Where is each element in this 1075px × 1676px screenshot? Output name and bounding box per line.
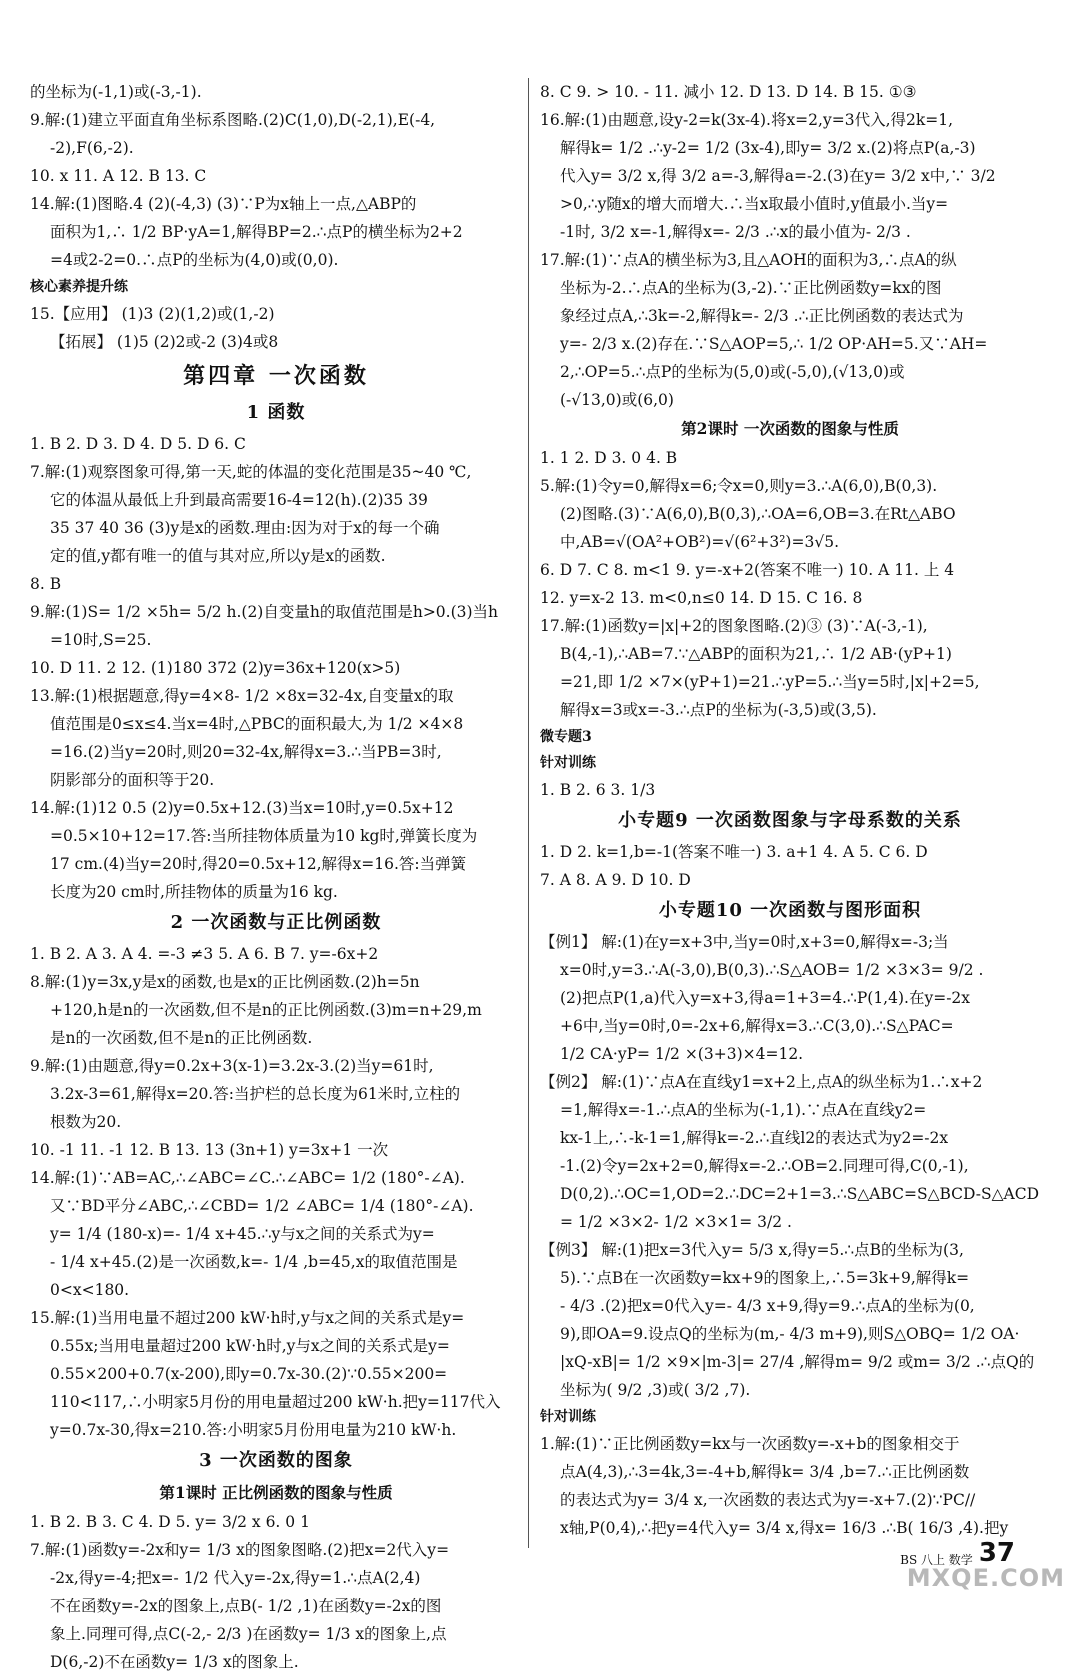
answer-line: (2)图略.(3)∵A(6,0),B(0,3),∴OA=6,OB=3.在Rt△ABO <box>560 505 956 523</box>
answer-line: 不在函数y=-2x的图象上,点B(- 1/2 ,1)在函数y=-2x的图 <box>50 1597 442 1615</box>
answer-line: 象经过点A,∴3k=-2,解得k=- 2/3 .∴正比例函数的表达式为 <box>560 307 964 325</box>
answer-line: 9.解:(1)S= 1/2 ×5h= 5/2 h.(2)自变量h的取值范围是h>0.(3)当h <box>30 603 499 621</box>
left-column <box>30 78 522 1676</box>
answer-line: 1/2 CA·yP= 1/2 ×(3+3)×4=12. <box>560 1045 804 1063</box>
answer-line: kx-1上,∴-k-1=1,解得k=-2.∴直线l2的表达式为y2=-2x <box>560 1129 949 1147</box>
answer-line: 5.解:(1)令y=0,解得x=6;令x=0,则y=3.∴A(6,0),B(0,3). <box>540 477 938 495</box>
answer-line: -1时, 3/2 x=-1,解得x=- 2/3 .∴x的最小值为- 2/3 . <box>560 223 911 241</box>
answer-line: 14.解:(1)∵AB=AC,∴∠ABC=∠C.∴∠ABC= 1/2 (180°-∠A). <box>30 1169 465 1187</box>
answer-line: 1. D 2. k=1,b=-1(答案不唯一) 3. a+1 4. A 5. C 6. D <box>540 843 928 861</box>
answer-line: 0.55×200+0.7(x-200),即y=0.7x-30.(2)∵0.55×200= <box>50 1365 448 1383</box>
answer-line: 3.2x-3=61,解得x=20.答:当护栏的总长度为61米时,立柱的 <box>50 1085 461 1103</box>
answer-line: |xQ-xB|= 1/2 ×9×|m-3|= 27/4 ,解得m= 9/2 或m= 3/2 .∴点Q的 <box>560 1353 1035 1371</box>
answer-line: 它的体温从最低上升到最高需要16-4=12(h).(2)35 39 <box>50 491 428 509</box>
answer-line: 解得x=3或x=-3.∴点P的坐标为(-3,5)或(3,5). <box>560 701 877 719</box>
answer-line: =0.5×10+12=17.答:当所挂物体质量为10 kg时,弹簧长度为 <box>50 827 478 845</box>
answer-line: 0.55x;当用电量超过200 kW·h时,y与x之间的关系式是y= <box>50 1337 450 1355</box>
answer-line: 点A(4,3),∴3=4k,3=-4+b,解得k= 3/4 ,b=7.∴正比例函数 <box>560 1463 970 1481</box>
answer-line: -1.(2)令y=2x+2=0,解得x=-2.∴OB=2.同理可得,C(0,-1), <box>560 1157 969 1175</box>
answer-line: +120,h是n的一次函数,但不是n的正比例函数.(3)m=n+29,m <box>50 1001 482 1019</box>
answer-line: 坐标为-2.∴点A的坐标为(3,-2).∵正比例函数y=kx的图 <box>560 279 942 297</box>
answer-line: x=0时,y=3.∴A(-3,0),B(0,3).∴S△AOB= 1/2 ×3×3= 9/2 . <box>560 961 984 979</box>
answer-line: 值范围是0≤x≤4.当x=4时,△PBC的面积最大,为 1/2 ×4×8 <box>50 715 464 733</box>
section-heading: 第四章 一次函数 <box>183 363 369 389</box>
section-heading: 针对训练 <box>540 1409 596 1425</box>
answer-line: 的坐标为(-1,1)或(-3,-1). <box>30 83 202 101</box>
answer-line: 35 37 40 36 (3)y是x的函数.理由:因为对于x的每一个确 <box>50 519 440 537</box>
answer-line: 13.解:(1)根据题意,得y=4×8- 1/2 ×8x=32-4x,自变量x的取 <box>30 687 454 705</box>
answer-line: 5).∵点B在一次函数y=kx+9的图象上,∴5=3k+9,解得k= <box>560 1269 970 1287</box>
answer-line: 【例2】 解:(1)∵点A在直线y1=x+2上,点A的纵坐标为1.∴x+2 <box>540 1073 983 1091</box>
answer-line: 8. B <box>30 575 62 593</box>
answer-line: 6. D 7. C 8. m<1 9. y=-x+2(答案不唯一) 10. A 11. 上 4 <box>540 561 955 579</box>
answer-line: 1. B 2. D 3. D 4. D 5. D 6. C <box>30 435 246 453</box>
answer-line: 8. C 9. > 10. - 11. 减小 12. D 13. D 14. B 15. ①③ <box>540 83 917 101</box>
answer-line: 面积为1,∴ 1/2 BP·yA=1,解得BP=2.∴点P的横坐标为2+2 <box>50 223 463 241</box>
answer-line: y=- 2/3 x.(2)存在.∵S△AOP=5,∴ 1/2 OP·AH=5.又∵AH= <box>560 335 988 353</box>
answer-line: 长度为20 cm时,所挂物体的质量为16 kg. <box>50 883 338 901</box>
answer-line: =10时,S=25. <box>50 631 152 649</box>
answer-line: 【例3】 解:(1)把x=3代入y= 5/3 x,得y=5.∴点B的坐标为(3, <box>540 1241 964 1259</box>
answer-line: 1. 1 2. D 3. 0 4. B <box>540 449 678 467</box>
answer-line: 中,AB=√(OA²+OB²)=√(6²+3²)=3√5. <box>560 533 839 551</box>
section-heading: 小专题10 一次函数与图形面积 <box>658 900 922 921</box>
section-heading: 2 一次函数与正比例函数 <box>170 912 382 933</box>
answer-line: =16.(2)当y=20时,则20=32-4x,解得x=3.∴当PB=3时, <box>50 743 442 761</box>
column-divider <box>528 78 529 1548</box>
section-heading: 第2课时 一次函数的图象与性质 <box>681 419 899 438</box>
section-heading: 3 一次函数的图象 <box>199 1450 353 1471</box>
answer-line: 0<x<180. <box>50 1281 130 1299</box>
section-heading: 核心素养提升练 <box>30 279 128 295</box>
answer-line: 1. B 2. A 3. A 4. =-3 ≠3 5. A 6. B 7. y=-6x+2 <box>30 945 379 963</box>
answer-line: x轴,P(0,4),∴把y=4代入y= 3/4 x,得x= 16/3 .∴B( 16/3 ,4).把y <box>560 1519 1009 1537</box>
answer-line: 根数为20. <box>50 1113 122 1131</box>
section-heading: 小专题9 一次函数图象与字母系数的关系 <box>618 810 962 831</box>
answer-line: 14.解:(1)12 0.5 (2)y=0.5x+12.(3)当x=10时,y=0.5x+12 <box>30 799 454 817</box>
answer-line: = 1/2 ×3×2- 1/2 ×3×1= 3/2 . <box>560 1213 792 1231</box>
answer-line: D(0,2).∴OC=1,OD=2.∴DC=2+1=3.∴S△ABC=S△BCD-S△ACD <box>560 1185 1040 1203</box>
answer-line: 又∵BD平分∠ABC,∴∠CBD= 1/2 ∠ABC= 1/4 (180°-∠A). <box>50 1197 474 1215</box>
section-heading: 1 函数 <box>246 402 306 423</box>
right-column <box>540 78 1040 1542</box>
answer-line: 17 cm.(4)当y=20时,得20=0.5x+12,解得x=16.答:当弹簧 <box>50 855 467 873</box>
section-heading: 微专题3 <box>540 729 592 745</box>
answer-line: 9.解:(1)由题意,得y=0.2x+3(x-1)=3.2x-3.(2)当y=61时, <box>30 1057 434 1075</box>
answer-line: 110<117,∴小明家5月份的用电量超过200 kW·h.把y=117代入 <box>50 1393 501 1411</box>
answer-line: 14.解:(1)图略.4 (2)(-4,3) (3)∵P为x轴上一点,△ABP的 <box>30 195 417 213</box>
answer-line: 12. y=x-2 13. m<0,n≤0 14. D 15. C 16. 8 <box>540 589 863 607</box>
page-number: 37 <box>978 1538 1015 1568</box>
answer-line: - 4/3 .(2)把x=0代入y=- 4/3 x+9,得y=9.∴点A的坐标为(0, <box>560 1297 975 1315</box>
answer-line: =4或2-2=0.∴点P的坐标为(4,0)或(0,0). <box>50 251 339 269</box>
answer-line: =1,解得x=-1.∴点A的坐标为(-1,1).∵点A在直线y2= <box>560 1101 927 1119</box>
answer-line: 象上.同理可得,点C(-2,- 2/3 )在函数y= 1/3 x的图象上,点 <box>50 1625 447 1643</box>
answer-line: 10. D 11. 2 12. (1)180 372 (2)y=36x+120(x>5) <box>30 659 401 677</box>
watermark: MXQE.COM <box>906 1564 1065 1592</box>
answer-line: 代入y= 3/2 x,得 3/2 a=-3,解得a=-2.(3)在y= 3/2 x中,∵ 3/2 <box>560 167 996 185</box>
answer-line: -2x,得y=-4;把x=- 1/2 代入y=-2x,得y=1.∴点A(2,4) <box>50 1569 421 1587</box>
answer-line: =21,即 1/2 ×7×(yP+1)=21.∴yP=5.∴当y=5时,|x|+2=5, <box>560 673 980 691</box>
answer-line: 1. B 2. B 3. C 4. D 5. y= 3/2 x 6. 0 1 <box>30 1513 310 1531</box>
answer-line: +6中,当y=0时,0=-2x+6,解得x=3.∴C(3,0).∴S△PAC= <box>560 1017 954 1035</box>
answer-line: 15.【应用】 (1)3 (2)(1,2)或(1,-2) <box>30 305 275 323</box>
answer-line: 10. -1 11. -1 12. B 13. 13 (3n+1) y=3x+1 一次 <box>30 1141 389 1159</box>
answer-line: 7. A 8. A 9. D 10. D <box>540 871 691 889</box>
answer-line: - 1/4 x+45.(2)是一次函数,k=- 1/4 ,b=45,x的取值范围是 <box>50 1253 458 1271</box>
answer-line: 解得k= 1/2 .∴y-2= 1/2 (3x-4),即y= 3/2 x.(2)将点P(a,-3) <box>560 139 976 157</box>
answer-line: 1.解:(1)∵正比例函数y=kx与一次函数y=-x+b的图象相交于 <box>540 1435 960 1453</box>
answer-line: 是n的一次函数,但不是n的正比例函数. <box>50 1029 313 1047</box>
answer-line: 9.解:(1)建立平面直角坐标系图略.(2)C(1,0),D(-2,1),E(-4, <box>30 111 436 129</box>
section-heading: 针对训练 <box>540 755 596 771</box>
answer-line: 15.解:(1)当用电量不超过200 kW·h时,y与x之间的关系式是y= <box>30 1309 465 1327</box>
answer-line: 定的值,y都有唯一的值与其对应,所以y是x的函数. <box>50 547 386 565</box>
answer-line: (2)把点P(1,a)代入y=x+3,得a=1+3=4.∴P(1,4).在y=-2x <box>560 989 971 1007</box>
answer-line: 16.解:(1)由题意,设y-2=k(3x-4).将x=2,y=3代入,得2k=1, <box>540 111 954 129</box>
answer-line: B(4,-1),∴AB=7.∵△ABP的面积为21,∴ 1/2 AB·(yP+1) <box>560 645 952 663</box>
answer-line: 9),即OA=9.设点Q的坐标为(m,- 4/3 m+9),则S△OBQ= 1/2 OA· <box>560 1325 1020 1343</box>
answer-line: 【拓展】 (1)5 (2)2或-2 (3)4或8 <box>50 333 279 351</box>
answer-line: 17.解:(1)函数y=|x|+2的图象图略.(2)③ (3)∵A(-3,-1), <box>540 617 928 635</box>
answer-line: 的表达式为y= 3/4 x,一次函数的表达式为y=-x+7.(2)∵PC// <box>560 1491 976 1509</box>
answer-line: D(6,-2)不在函数y= 1/3 x的图象上. <box>50 1653 299 1671</box>
answer-line: 阴影部分的面积等于20. <box>50 771 215 789</box>
answer-line: 17.解:(1)∵点A的横坐标为3,且△AOH的面积为3,∴点A的纵 <box>540 251 957 269</box>
answer-line: 【例1】 解:(1)在y=x+3中,当y=0时,x+3=0,解得x=-3;当 <box>540 933 949 951</box>
answer-line: -2),F(6,-2). <box>50 139 134 157</box>
answer-line: 7.解:(1)观察图象可得,第一天,蛇的体温的变化范围是35~40 ℃, <box>30 463 472 481</box>
answer-line: y=0.7x-30,得x=210.答:小明家5月份用电量为210 kW·h. <box>50 1421 457 1439</box>
answer-line: 8.解:(1)y=3x,y是x的函数,也是x的正比例函数.(2)h=5n <box>30 973 420 991</box>
answer-line: (-√13,0)或(6,0) <box>560 391 674 409</box>
answer-line: y= 1/4 (180-x)=- 1/4 x+45.∴y与x之间的关系式为y= <box>50 1225 435 1243</box>
answer-line: 10. x 11. A 12. B 13. C <box>30 167 207 185</box>
answer-line: 坐标为( 9/2 ,3)或( 3/2 ,7). <box>560 1381 751 1399</box>
answer-line: 7.解:(1)函数y=-2x和y= 1/3 x的图象图略.(2)把x=2代入y= <box>30 1541 450 1559</box>
answer-line: 1. B 2. 6 3. 1/3 <box>540 781 656 799</box>
answer-line: 2,∴OP=5.∴点P的坐标为(5,0)或(-5,0),(√13,0)或 <box>560 363 905 381</box>
answer-line: >0,∴y随x的增大而增大.∴当x取最小值时,y值最小.当y= <box>560 195 949 213</box>
section-heading: 第1课时 正比例函数的图象与性质 <box>159 1483 393 1502</box>
book-code: BS 八上 数学 <box>900 1553 973 1567</box>
